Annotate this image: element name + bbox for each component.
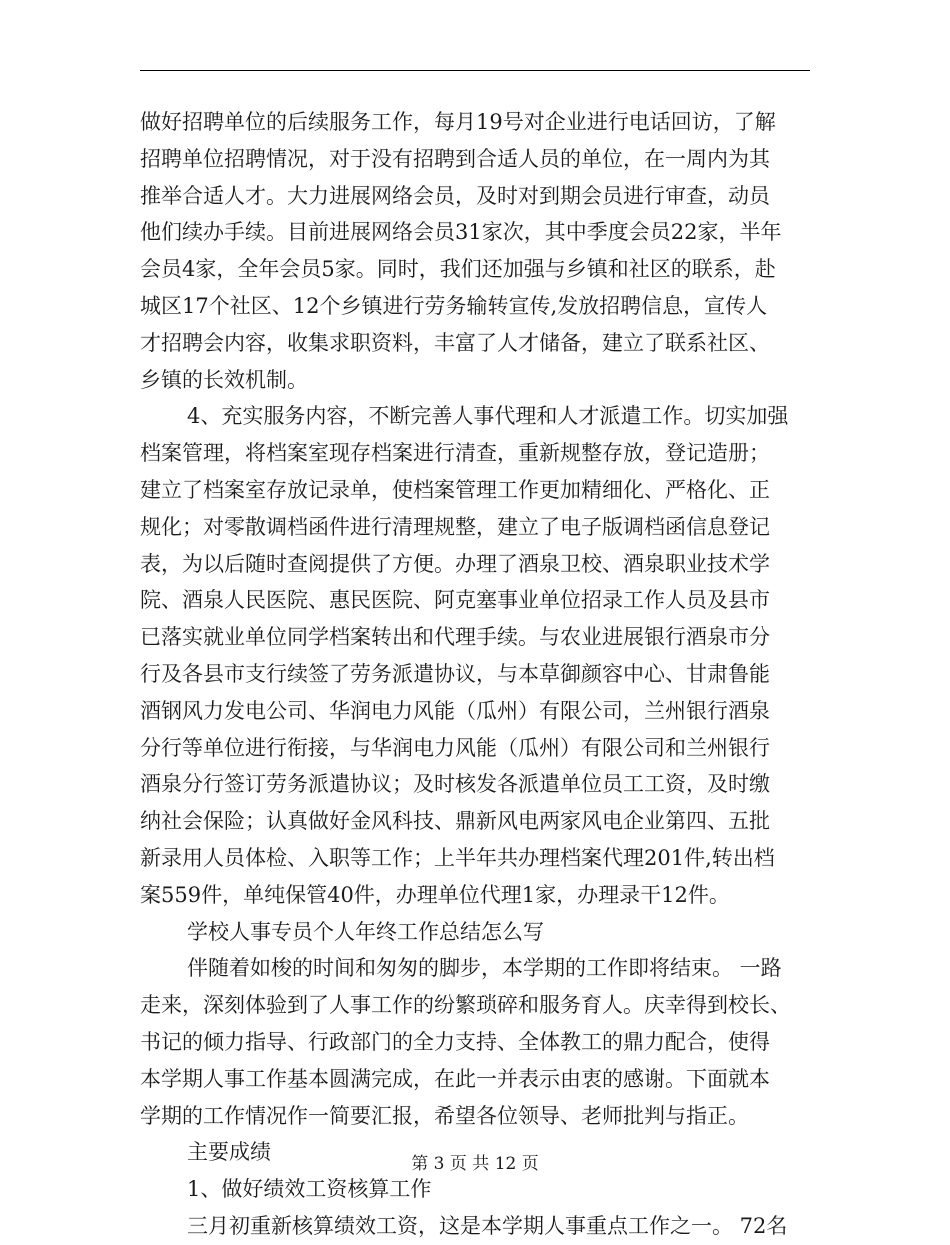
text-line: 伴随着如梭的时间和匆匆的脚步，本学期的工作即将结束。 一路 (187, 956, 782, 981)
text-line: 院、酒泉人民医院、惠民医院、阿克塞事业单位招录工作人员及县市 (140, 588, 770, 613)
text-line: 行及各县市支行续签了劳务派遣协议，与本草御颜容中心、甘肃鲁能 (140, 661, 770, 686)
text-line: 本学期人事工作基本圆满完成，在此一并表示由衷的感谢。下面就本 (140, 1066, 770, 1091)
text-line: 三月初重新核算绩效工资，这是本学期人事重点工作之一。 72名 (187, 1213, 788, 1238)
text-line: 分行等单位进行衔接，与华润电力风能（瓜州）有限公司和兰州银行 (140, 735, 770, 760)
page-footer: 第 3 页 共 12 页 (411, 1154, 539, 1174)
text-line: 纳社会保险；认真做好金风科技、鼎新风电两家风电企业第四、五批 (140, 809, 770, 834)
text-line: 档案管理，将档案室现存档案进行清查，重新规整存放，登记造册； (140, 441, 770, 466)
text-line: 表，为以后随时查阅提供了方便。办理了酒泉卫校、酒泉职业技术学 (140, 551, 770, 576)
text-line: 新录用人员体检、入职等工作；上半年共办理档案代理201件,转出档 (140, 845, 775, 870)
text-line: 乡镇的长效机制。 (140, 367, 308, 392)
text-line: 推举合适人才。大力进展网络会员，及时对到期会员进行审查，动员 (140, 183, 770, 208)
text-line: 建立了档案室存放记录单，使档案管理工作更加精细化、严格化、正 (140, 477, 770, 502)
text-line: 1、做好绩效工资核算工作 (187, 1177, 432, 1202)
text-line: 走来，深刻体验到了人事工作的纷繁琐碎和服务育人。庆幸得到校长、 (140, 993, 791, 1018)
text-line: 才招聘会内容，收集求职资料，丰富了人才储备，建立了联系社区、 (140, 330, 770, 355)
text-line: 酒泉分行签订劳务派遣协议；及时核发各派遣单位员工工资，及时缴 (140, 772, 770, 797)
header-rule (140, 70, 810, 71)
document-body (140, 104, 810, 1245)
text-line: 城区17个社区、12个乡镇进行劳务输转宣传,发放招聘信息，宣传人 (140, 293, 768, 318)
text-line: 招聘单位招聘情况，对于没有招聘到合适人员的单位，在一周内为其 (140, 146, 770, 171)
text-line: 书记的倾力指导、行政部门的全力支持、全体教工的鼎力配合，使得 (140, 1029, 770, 1054)
text-line: 做好招聘单位的后续服务工作，每月19号对企业进行电话回访，了解 (140, 110, 776, 134)
text-line: 会员4家，全年会员5家。同时，我们还加强与乡镇和社区的联系，赴 (140, 257, 776, 282)
text-line: 学期的工作情况作一简要汇报，希望各位领导、老师批判与指正。 (140, 1103, 749, 1128)
text-line: 学校人事专员个人年终工作总结怎么写 (187, 919, 544, 944)
text-line: 4、充实服务内容，不断完善人事代理和人才派遣工作。切实加强 (187, 404, 789, 429)
text-line: 规化；对零散调档函件进行清理规整，建立了电子版调档函信息登记 (140, 514, 770, 539)
text-line: 他们续办手续。目前进展网络会员31家次，其中季度会员22家，半年 (140, 220, 782, 245)
text-line: 案559件，单纯保管40件，办理单位代理1家，办理录干12件。 (140, 882, 730, 907)
text-line: 已落实就业单位同学档案转出和代理手续。与农业进展银行酒泉市分 (140, 625, 770, 650)
text-line: 酒钢风力发电公司、华润电力风能（瓜州）有限公司，兰州银行酒泉 (140, 698, 770, 723)
text-line: 主要成绩 (187, 1140, 271, 1165)
